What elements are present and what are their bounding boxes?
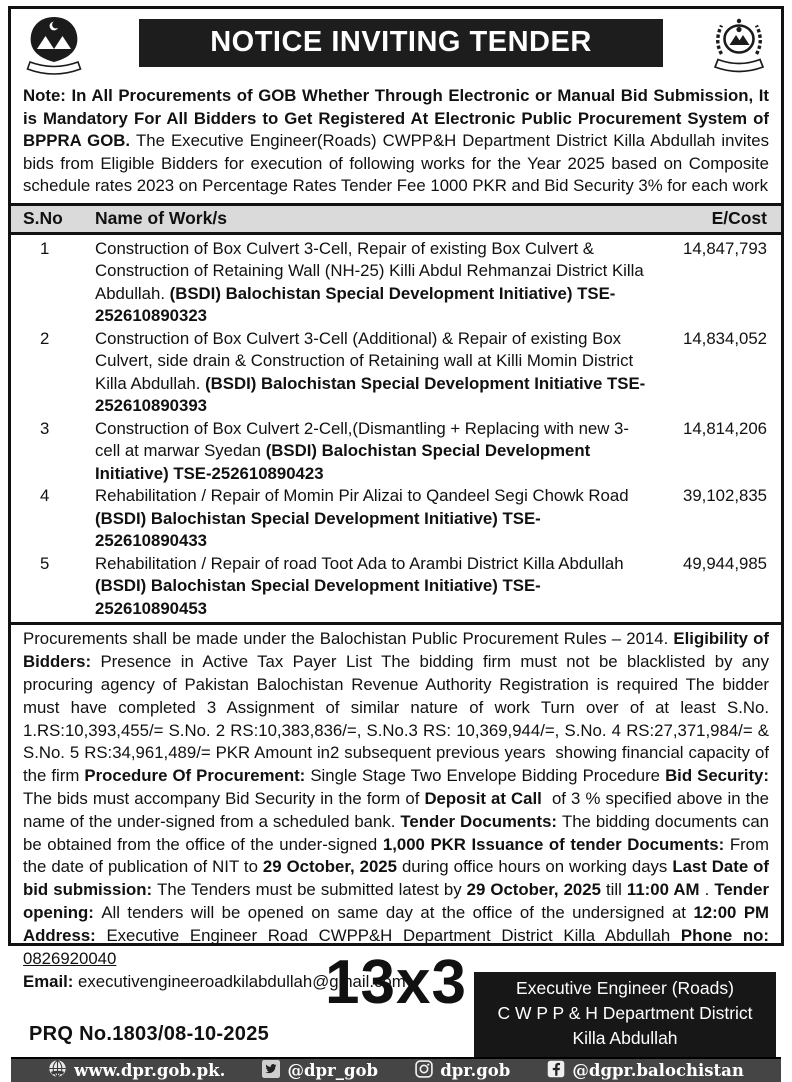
work-description: Construction of Box Culvert 3-Cell (Additional) & Repair of existing Box Culvert, side drain & Construction of Retaining wall at Killi Momin District Killa Abdullah. (BSDI) Balochistan Special Development Initiative TSE-252610890393: [95, 328, 646, 416]
work-estimated-cost: 14,834,052: [683, 328, 767, 348]
work-serial-number: 1: [40, 238, 50, 258]
table-row: [11, 418, 781, 486]
page-title: NOTICE INVITING TENDER: [139, 19, 663, 67]
signatory-department: C W P P & H Department District: [497, 1003, 753, 1024]
footer-facebook-label: @dgpr.balochistan: [572, 1061, 744, 1081]
footer-facebook-item: [547, 1060, 743, 1082]
intro-note-paragraph: Note: In All Procurements of GOB Whether Through Electronic or Manual Bid Submission, It is Mandatory For All Bidders to Get Registered At Electronic Public Procurement System of BPPRA GOB. The Executive Engineer(Roads) CWPP&H Department District Killa Abdullah invites bids from Eligible Bidders for execution of following works for the Year 2025 based on Composite schedule rates 2023 on Percentage Rates Tender Fee 1000 PKR and Bid Security 3% for each work: [23, 86, 774, 196]
work-description: Rehabilitation / Repair of road Toot Ada to Arambi District Killa Abdullah (BSDI) Balochistan Special Development Initiative) TSE-252610890453: [95, 553, 629, 618]
globe-icon: [48, 1059, 67, 1082]
table-row: [11, 328, 781, 418]
social-footer-bar: [11, 1057, 781, 1082]
signatory-box: [474, 972, 776, 1057]
document-header: [11, 9, 781, 85]
work-description: Construction of Box Culvert 3-Cell, Repair of existing Box Culvert & Construction of Retaining Wall (NH-25) Killi Abdul Rehmanzai District Killa Abdullah. (BSDI) Balochistan Special Development Initiative) TSE-252610890323: [95, 238, 648, 326]
work-serial-number: 2: [40, 328, 50, 348]
footer-twitter-item: [262, 1060, 378, 1082]
footer-website-label: www.dpr.gob.pk.: [74, 1061, 226, 1081]
instagram-icon: [415, 1060, 433, 1082]
works-table-header-row: [11, 203, 781, 235]
work-serial-number: 5: [40, 553, 50, 573]
footer-twitter-label: @dpr_gob: [287, 1061, 379, 1081]
balochistan-government-emblem-icon: [25, 16, 83, 83]
works-table-body: [11, 235, 781, 623]
footer-website-item: [48, 1059, 225, 1082]
twitter-icon: [262, 1060, 280, 1082]
cwpph-department-emblem-icon: [707, 16, 771, 85]
work-description: Rehabilitation / Repair of Momin Pir Alizai to Qandeel Segi Chowk Road (BSDI) Balochistan Special Development Initiative) TSE-252610890433: [95, 486, 634, 551]
works-table: [11, 203, 781, 623]
column-header-sno: S.No: [23, 207, 63, 228]
email-line: Email: executivengineeroadkilabdullah@gmail.com: [23, 972, 406, 992]
work-estimated-cost: 14,814,206: [683, 418, 767, 438]
work-serial-number: 3: [40, 418, 50, 438]
work-estimated-cost: 39,102,835: [683, 486, 767, 506]
facebook-icon: [547, 1060, 565, 1082]
column-header-name: Name of Work/s: [95, 207, 227, 228]
work-estimated-cost: 49,944,985: [683, 553, 767, 573]
work-serial-number: 4: [40, 486, 50, 506]
footer-instagram-label: dpr.gob: [440, 1061, 511, 1081]
work-estimated-cost: 14,847,793: [683, 238, 767, 258]
work-description: Construction of Box Culvert 2-Cell,(Dismantling + Replacing with new 3-cell at marwar Syedan (BSDI) Balochistan Special Development Initiative) TSE-252610890423: [95, 418, 629, 483]
prq-number: PRQ No.1803/08-10-2025: [29, 1023, 270, 1046]
terms-and-conditions-paragraph: Procurements shall be made under the Balochistan Public Procurement Rules – 2014. Eligibility of Bidders: Presence in Active Tax Payer List The bidding firm must not be blacklisted by any procuring agency of Pakistan Balochistan Revenue Authority Registration is required The bidder must have completed 3 Assignment of similar nature of work Turn over of at least S.No. 1.RS:10,393,455/= S.No. 2 RS:10,383,836/=, S.No.3 RS: 10,369,944/=, S.No. 4 RS:27,371,984/= & S.No. 5 RS:34,961,489/= PKR Amount in2 subsequent previous years showing financial capacity of the firm Procedure Of Procurement: Single Stage Two Envelope Bidding Procedure Bid Security: The bids must accompany Bid Security in the form of Deposit at Call of 3 % specified above in the name of the under-signed from a scheduled bank. Tender Documents: The bidding documents can be obtained from the office of the under-signed 1,000 PKR Issuance of tender Documents: From the date of publication of NIT to 29 October, 2025 during office hours on working days Last Date of bid submission: The Tenders must be submitted latest by 29 October, 2025 till 11:00 AM . Tender opening: All tenders will be opened on same day at the office of the undersigned at 12:00 PM Address: Executive Engineer Road CWPP&H Department District Killa Abdullah Phone no: 0826920040: [11, 622, 781, 970]
column-header-cost: E/Cost: [711, 207, 767, 228]
table-row: [11, 238, 781, 328]
signatory-title: Executive Engineer (Roads): [516, 978, 734, 999]
footer-instagram-item: [415, 1060, 510, 1082]
table-row: [11, 553, 781, 621]
signatory-district: Killa Abdullah: [572, 1028, 678, 1049]
table-row: [11, 485, 781, 553]
advert-size-label: 13x3: [325, 948, 467, 1017]
